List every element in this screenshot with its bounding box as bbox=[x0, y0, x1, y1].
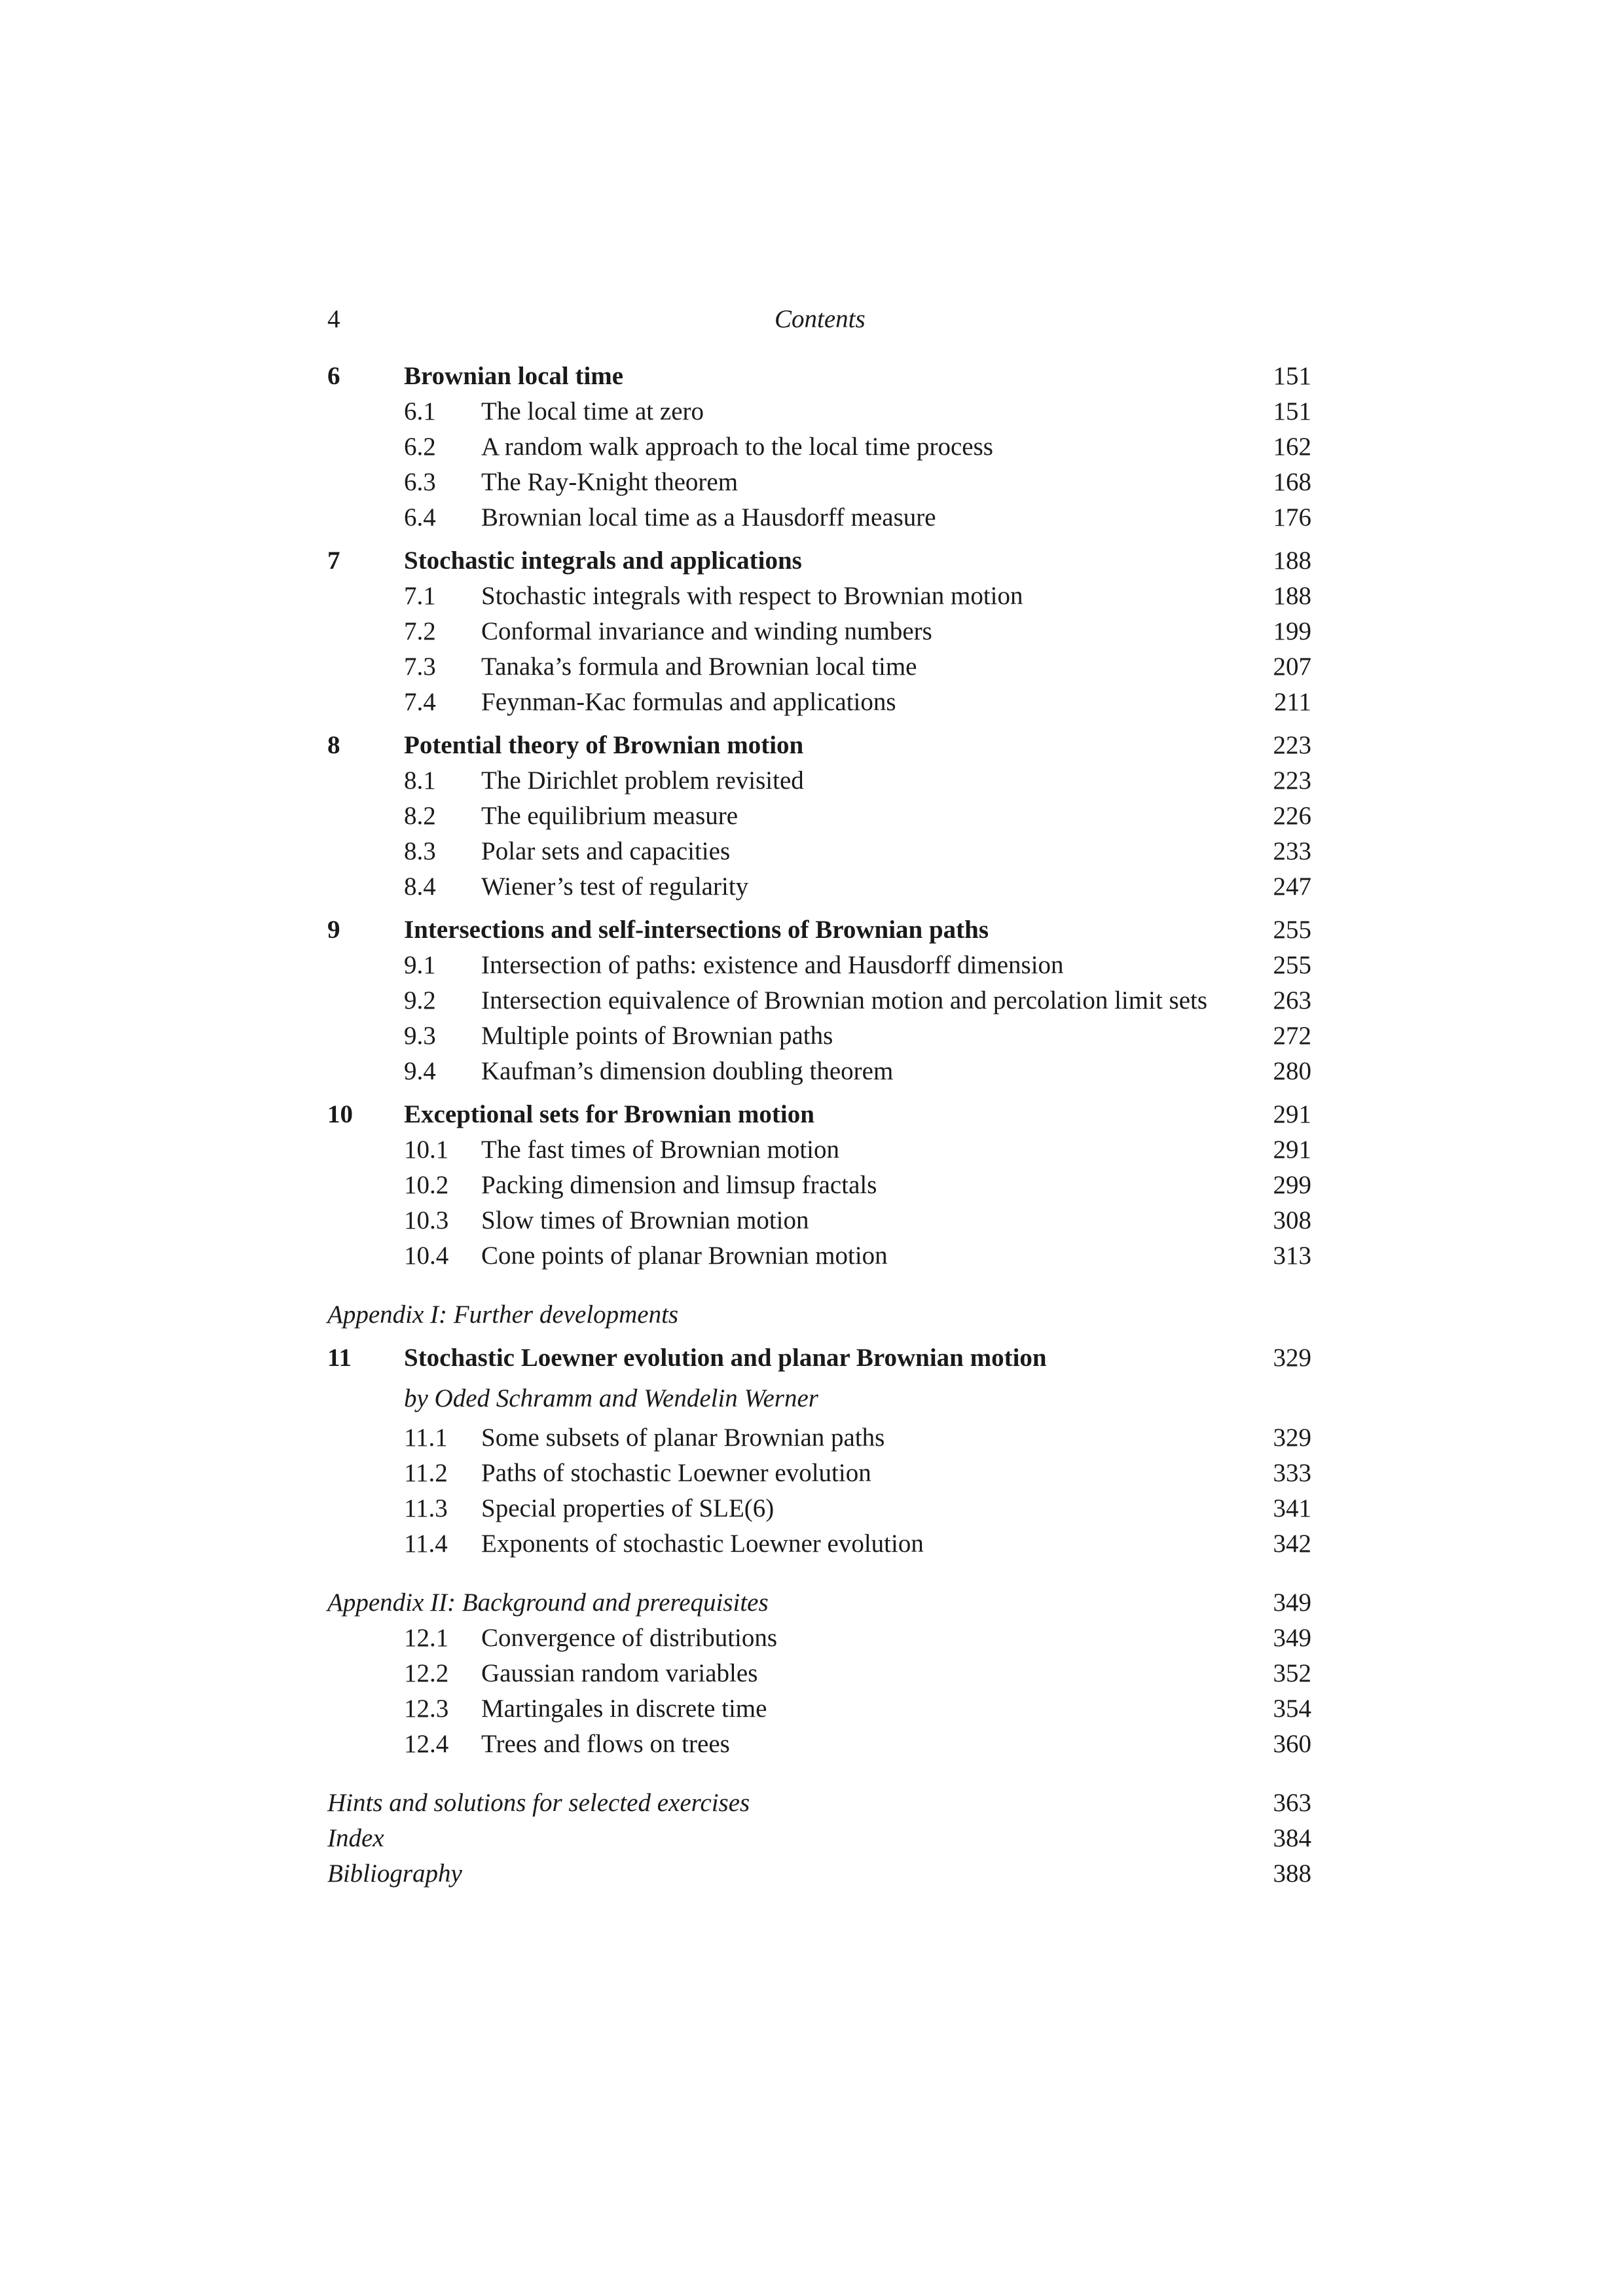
toc-section bbox=[0, 1727, 1623, 1762]
section-number: 11.3 bbox=[404, 1494, 448, 1522]
toc-section bbox=[0, 1168, 1623, 1203]
toc-section bbox=[0, 1203, 1623, 1238]
section-page: 341 bbox=[1273, 1494, 1311, 1522]
section-page: 226 bbox=[1273, 802, 1311, 830]
toc-chapter-6 bbox=[0, 359, 1623, 394]
chapter-title: Brownian local time bbox=[404, 362, 624, 390]
section-title: Kaufman’s dimension doubling theorem bbox=[481, 1057, 894, 1085]
toc-byline bbox=[0, 1381, 1623, 1416]
section-title: Martingales in discrete time bbox=[481, 1695, 767, 1723]
section-number: 10.3 bbox=[404, 1206, 449, 1234]
section-title: The Dirichlet problem revisited bbox=[481, 766, 804, 795]
section-number: 6.2 bbox=[404, 433, 436, 461]
section-title: The local time at zero bbox=[481, 397, 704, 425]
section-title: The fast times of Brownian motion bbox=[481, 1136, 839, 1164]
section-title: Conformal invariance and winding numbers bbox=[481, 617, 932, 645]
section-page: 299 bbox=[1273, 1171, 1311, 1199]
section-number: 8.4 bbox=[404, 872, 436, 901]
toc-section bbox=[0, 579, 1623, 614]
toc-section bbox=[0, 429, 1623, 465]
back-matter-page: 363 bbox=[1273, 1789, 1311, 1817]
section-title: Polar sets and capacities bbox=[481, 837, 731, 865]
section-title: Exponents of stochastic Loewner evolution bbox=[481, 1530, 924, 1558]
toc-section bbox=[0, 798, 1623, 834]
back-matter-page: 388 bbox=[1273, 1859, 1311, 1888]
section-page: 360 bbox=[1273, 1730, 1311, 1758]
back-matter-title: Hints and solutions for selected exercises bbox=[327, 1789, 750, 1817]
toc-section bbox=[0, 394, 1623, 429]
chapter-page: 151 bbox=[1273, 362, 1311, 390]
section-page: 168 bbox=[1273, 468, 1311, 496]
toc-back-matter bbox=[0, 1821, 1623, 1856]
toc-section bbox=[0, 1132, 1623, 1168]
section-page: 233 bbox=[1273, 837, 1311, 865]
section-title: Stochastic integrals with respect to Brownian motion bbox=[481, 582, 1023, 610]
section-title: The equilibrium measure bbox=[481, 802, 739, 830]
section-number: 7.4 bbox=[404, 688, 436, 716]
chapter-number: 8 bbox=[327, 731, 340, 759]
section-title: Gaussian random variables bbox=[481, 1659, 758, 1687]
toc-section bbox=[0, 465, 1623, 500]
back-matter-title: Index bbox=[327, 1824, 384, 1852]
section-title: Multiple points of Brownian paths bbox=[481, 1022, 833, 1050]
section-title: Cone points of planar Brownian motion bbox=[481, 1242, 888, 1270]
section-title: Special properties of SLE(6) bbox=[481, 1494, 775, 1522]
section-number: 9.4 bbox=[404, 1057, 436, 1085]
section-page: 291 bbox=[1273, 1136, 1311, 1164]
chapter-title: Stochastic integrals and applications bbox=[404, 547, 802, 575]
chapter-number: 9 bbox=[327, 916, 340, 944]
chapter-number: 7 bbox=[327, 547, 340, 575]
section-number: 12.3 bbox=[404, 1695, 449, 1723]
toc-chapter-10 bbox=[0, 1097, 1623, 1132]
section-number: 12.4 bbox=[404, 1730, 449, 1758]
chapter-page: 291 bbox=[1273, 1100, 1311, 1128]
section-page: 342 bbox=[1273, 1530, 1311, 1558]
section-title: Feynman-Kac formulas and applications bbox=[481, 688, 896, 716]
section-title: Some subsets of planar Brownian paths bbox=[481, 1424, 885, 1452]
section-page: 223 bbox=[1273, 766, 1311, 795]
section-number: 8.2 bbox=[404, 802, 436, 830]
chapter-byline: by Oded Schramm and Wendelin Werner bbox=[404, 1384, 818, 1412]
section-title: The Ray-Knight theorem bbox=[481, 468, 739, 496]
toc-section bbox=[0, 869, 1623, 905]
running-title: Contents bbox=[775, 305, 866, 333]
toc-section bbox=[0, 614, 1623, 649]
section-number: 10.1 bbox=[404, 1136, 449, 1164]
toc-back-matter bbox=[0, 1856, 1623, 1892]
chapter-title: Intersections and self-intersections of Brownian paths bbox=[404, 916, 989, 944]
section-title: Trees and flows on trees bbox=[481, 1730, 730, 1758]
section-number: 11.1 bbox=[404, 1424, 448, 1452]
toc-chapter-7 bbox=[0, 543, 1623, 579]
section-number: 11.4 bbox=[404, 1530, 448, 1558]
section-page: 280 bbox=[1273, 1057, 1311, 1085]
section-number: 10.2 bbox=[404, 1171, 449, 1199]
toc-chapter-11 bbox=[0, 1340, 1623, 1376]
section-number: 9.1 bbox=[404, 951, 436, 979]
section-number: 7.2 bbox=[404, 617, 436, 645]
toc-section bbox=[0, 685, 1623, 720]
chapter-number: 11 bbox=[327, 1344, 352, 1372]
section-title: Brownian local time as a Hausdorff measure bbox=[481, 503, 936, 531]
toc-chapter-9 bbox=[0, 912, 1623, 948]
back-matter-title: Bibliography bbox=[327, 1859, 462, 1888]
chapter-page: 188 bbox=[1273, 547, 1311, 575]
section-title: Convergence of distributions bbox=[481, 1624, 778, 1652]
section-page: 188 bbox=[1273, 582, 1311, 610]
section-title: A random walk approach to the local time process bbox=[481, 433, 993, 461]
section-number: 8.3 bbox=[404, 837, 436, 865]
section-title: Wiener’s test of regularity bbox=[481, 872, 749, 901]
section-page: 352 bbox=[1273, 1659, 1311, 1687]
toc-section bbox=[0, 1456, 1623, 1491]
toc-section bbox=[0, 1691, 1623, 1727]
section-page: 162 bbox=[1273, 433, 1311, 461]
toc-back-matter bbox=[0, 1785, 1623, 1821]
chapter-number: 10 bbox=[327, 1100, 353, 1128]
section-number: 7.3 bbox=[404, 653, 436, 681]
section-page: 354 bbox=[1273, 1695, 1311, 1723]
section-number: 7.1 bbox=[404, 582, 436, 610]
chapter-title: Potential theory of Brownian motion bbox=[404, 731, 804, 759]
section-number: 11.2 bbox=[404, 1459, 448, 1487]
toc-section bbox=[0, 1054, 1623, 1089]
chapter-title: Exceptional sets for Brownian motion bbox=[404, 1100, 814, 1128]
toc-chapter-8 bbox=[0, 728, 1623, 763]
section-title: Paths of stochastic Loewner evolution bbox=[481, 1459, 871, 1487]
section-page: 199 bbox=[1273, 617, 1311, 645]
section-number: 12.1 bbox=[404, 1624, 449, 1652]
section-title: Intersection of paths: existence and Hausdorff dimension bbox=[481, 951, 1064, 979]
section-page: 176 bbox=[1273, 503, 1311, 531]
chapter-number: 6 bbox=[327, 362, 340, 390]
section-number: 6.4 bbox=[404, 503, 436, 531]
section-page: 329 bbox=[1273, 1424, 1311, 1452]
toc-appendix-1 bbox=[0, 1297, 1623, 1333]
toc-appendix-2 bbox=[0, 1585, 1623, 1621]
section-page: 211 bbox=[1273, 688, 1311, 716]
section-page: 349 bbox=[1273, 1624, 1311, 1652]
section-page: 247 bbox=[1273, 872, 1311, 901]
toc-section bbox=[0, 983, 1623, 1018]
section-page: 333 bbox=[1273, 1459, 1311, 1487]
section-number: 6.3 bbox=[404, 468, 436, 496]
toc-section bbox=[0, 1621, 1623, 1656]
section-number: 10.4 bbox=[404, 1242, 449, 1270]
toc-section bbox=[0, 1491, 1623, 1526]
toc-section bbox=[0, 763, 1623, 798]
section-number: 6.1 bbox=[404, 397, 436, 425]
toc-section bbox=[0, 1018, 1623, 1054]
back-matter-page: 384 bbox=[1273, 1824, 1311, 1852]
appendix-page: 349 bbox=[1273, 1588, 1311, 1617]
section-page: 207 bbox=[1273, 653, 1311, 681]
section-page: 313 bbox=[1273, 1242, 1311, 1270]
chapter-title: Stochastic Loewner evolution and planar Brownian motion bbox=[404, 1344, 1047, 1372]
toc-section bbox=[0, 834, 1623, 869]
section-title: Intersection equivalence of Brownian motion and percolation limit sets bbox=[481, 986, 1208, 1014]
section-title: Slow times of Brownian motion bbox=[481, 1206, 809, 1234]
section-page: 255 bbox=[1273, 951, 1311, 979]
appendix-title: Appendix II: Background and prerequisites bbox=[327, 1588, 769, 1617]
toc-section bbox=[0, 1420, 1623, 1456]
chapter-page: 223 bbox=[1273, 731, 1311, 759]
toc-section bbox=[0, 1526, 1623, 1562]
section-page: 308 bbox=[1273, 1206, 1311, 1234]
toc-section bbox=[0, 649, 1623, 685]
section-title: Packing dimension and limsup fractals bbox=[481, 1171, 877, 1199]
toc-section bbox=[0, 1656, 1623, 1691]
section-number: 9.3 bbox=[404, 1022, 436, 1050]
toc-section bbox=[0, 1238, 1623, 1274]
section-number: 8.1 bbox=[404, 766, 436, 795]
page-number: 4 bbox=[327, 305, 340, 333]
section-number: 12.2 bbox=[404, 1659, 449, 1687]
chapter-page: 329 bbox=[1273, 1344, 1311, 1372]
toc-section bbox=[0, 500, 1623, 535]
appendix-title: Appendix I: Further developments bbox=[327, 1300, 679, 1329]
toc-section bbox=[0, 948, 1623, 983]
section-page: 263 bbox=[1273, 986, 1311, 1014]
section-page: 151 bbox=[1273, 397, 1311, 425]
section-page: 272 bbox=[1273, 1022, 1311, 1050]
section-number: 9.2 bbox=[404, 986, 436, 1014]
section-title: Tanaka’s formula and Brownian local time bbox=[481, 653, 917, 681]
chapter-page: 255 bbox=[1273, 916, 1311, 944]
